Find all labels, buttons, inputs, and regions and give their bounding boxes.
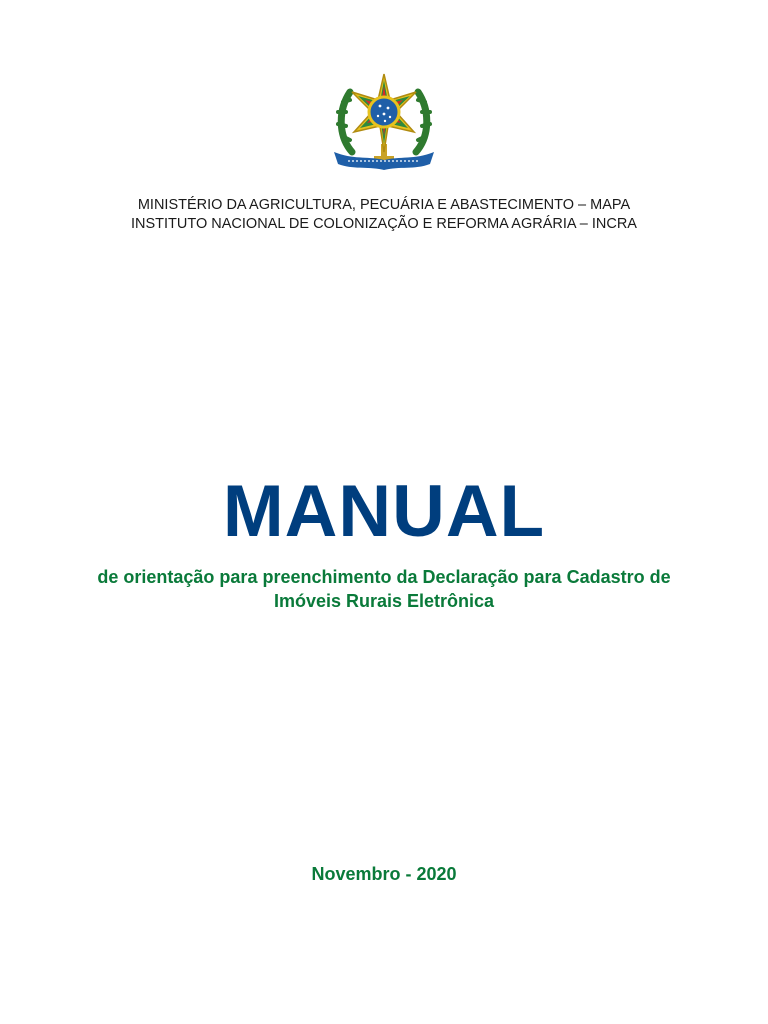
page-title: MANUAL [222, 471, 546, 552]
ministry-name: MINISTÉRIO DA AGRICULTURA, PECUÁRIA E ABASTECIMENTO – MAPA [137, 197, 631, 213]
institute-name: INSTITUTO NACIONAL DE COLONIZAÇÃO E REFORMA AGRÁRIA – INCRA [131, 216, 637, 232]
subtitle-line-1: de orientação para preenchimento da Declaração para Cadastro de [97, 567, 671, 587]
institution-header [0, 196, 768, 234]
publication-date: Novembro - 2020 [311, 864, 457, 884]
page-subtitle [40, 565, 728, 613]
subtitle-line-2: Imóveis Rurais Eletrônica [273, 591, 495, 611]
brazil-coat-of-arms-icon [330, 70, 438, 170]
